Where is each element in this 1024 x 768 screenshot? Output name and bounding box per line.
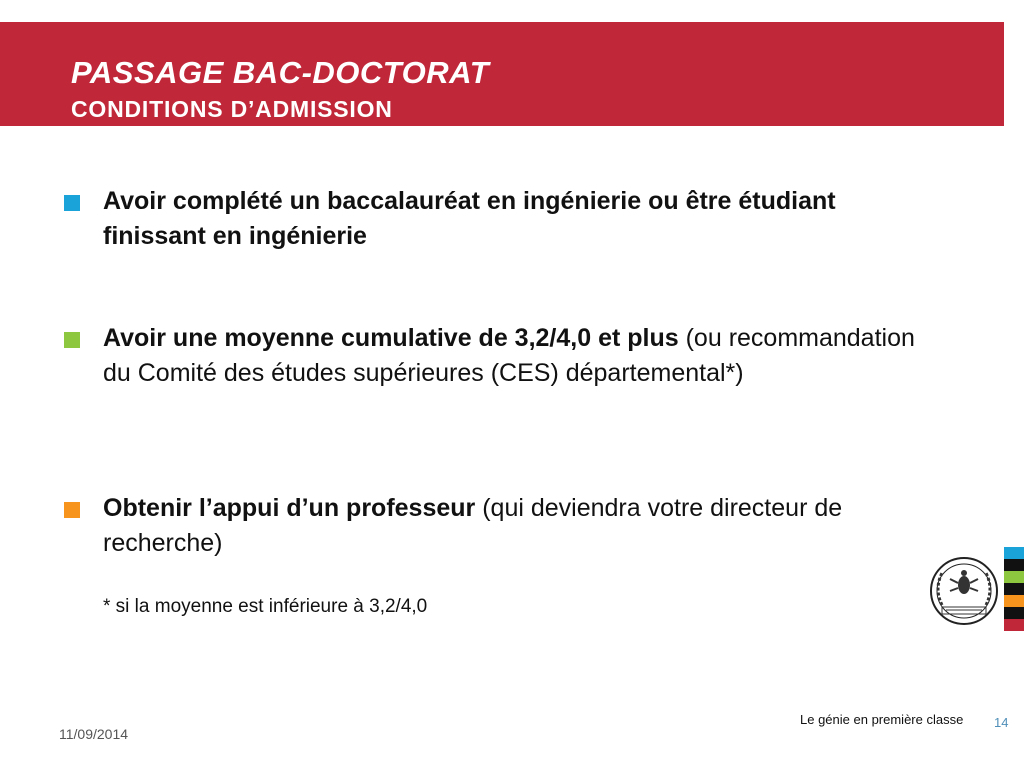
side-stripe bbox=[1004, 607, 1024, 619]
side-stripe bbox=[1004, 619, 1024, 631]
side-stripe bbox=[1004, 595, 1024, 607]
slide-title: PASSAGE BAC-DOCTORAT bbox=[71, 55, 490, 90]
footer-date: 11/09/2014 bbox=[59, 726, 129, 742]
bullet-bold-text: Avoir complété un baccalauréat en ingénierie ou être étudiant finissant en ingénierie bbox=[103, 187, 836, 250]
bullet-text bbox=[103, 321, 923, 391]
footnote: * si la moyenne est inférieure à 3,2/4,0 bbox=[103, 596, 428, 617]
bullet-square-icon bbox=[64, 332, 80, 348]
bullet-bold-text: Obtenir l’appui d’un professeur bbox=[103, 494, 476, 522]
page-number: 14 bbox=[994, 715, 1009, 730]
bullet-text bbox=[103, 491, 923, 561]
bullet-normal-text: (qui deviendra votre directeur de recherche) bbox=[103, 494, 843, 557]
side-stripe bbox=[1004, 547, 1024, 559]
bullet-text bbox=[103, 184, 923, 254]
side-stripe bbox=[1004, 571, 1024, 583]
bullet-square-icon bbox=[64, 195, 80, 211]
footer-tagline: Le génie en première classe bbox=[800, 712, 964, 727]
slide-subtitle: CONDITIONS D’ADMISSION bbox=[71, 96, 393, 122]
side-stripe bbox=[1004, 583, 1024, 595]
bullet-normal-text: (ou recommandation du Comité des études supérieures (CES) départemental*) bbox=[103, 324, 915, 387]
side-stripe bbox=[1004, 559, 1024, 571]
bullet-bold-text: Avoir une moyenne cumulative de 3,2/4,0 et plus bbox=[103, 324, 679, 352]
polytechnique-seal-icon bbox=[928, 555, 1000, 627]
bullet-square-icon bbox=[64, 502, 80, 518]
